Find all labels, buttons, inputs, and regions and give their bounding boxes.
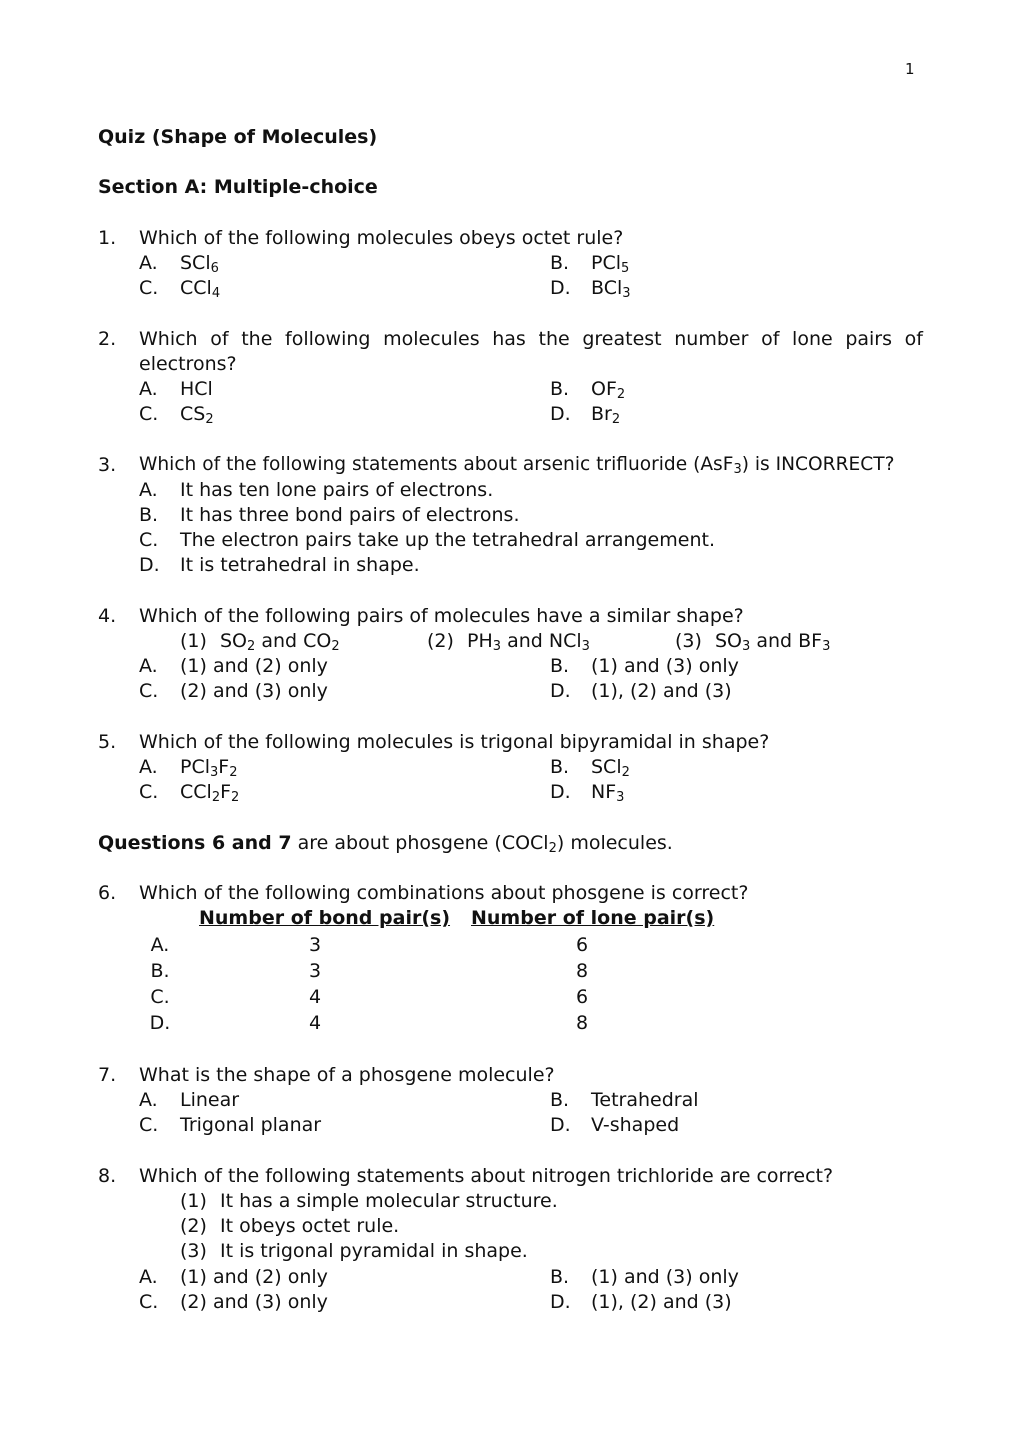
option-c: C. (2) and (3) only <box>139 680 328 702</box>
lone-pair-value: 6 <box>575 986 589 1008</box>
question-number: 1. <box>98 227 117 249</box>
question-number: 4. <box>98 605 117 627</box>
option-c: C. $CCl_2F_2$ <box>139 781 240 805</box>
question-text: Which of the following molecules obeys octet rule? <box>139 227 624 249</box>
bond-pair-value: 4 <box>308 986 322 1008</box>
question-text: Which of the following statements about arsenic trifluoride (AsF$_3$) is INCORRECT? <box>139 454 895 477</box>
row-label: B. <box>150 960 170 982</box>
bond-pair-value: 3 <box>308 934 322 956</box>
question-text-continued: electrons? <box>139 353 237 375</box>
statement-3: (3) $SO_3$ and $BF_3$ <box>675 630 831 654</box>
quiz-title: Quiz (Shape of Molecules) <box>98 126 378 148</box>
option-c: C. The electron pairs take up the tetrahedral arrangement. <box>139 529 715 551</box>
question-text: Which of the following molecules has the greatest number of lone pairs of <box>139 328 923 350</box>
option-b: B. It has three bond pairs of electrons. <box>139 504 520 526</box>
row-label: C. <box>150 986 170 1008</box>
question-number: 6. <box>98 882 117 904</box>
statement-1: (1) It has a simple molecular structure. <box>180 1190 558 1212</box>
option-c: C. Trigonal planar <box>139 1114 322 1136</box>
option-d: D. $Br_2$ <box>550 403 621 427</box>
option-a: A. (1) and (2) only <box>139 1266 328 1288</box>
section-heading: Section A: Multiple-choice <box>98 176 378 198</box>
question-text: What is the shape of a phosgene molecule? <box>139 1064 555 1086</box>
row-label: A. <box>150 934 170 956</box>
option-a: A. SCl$_6$ <box>139 252 219 276</box>
question-number: 2. <box>98 328 117 350</box>
option-a: A. (1) and (2) only <box>139 655 328 677</box>
option-c: C. (2) and (3) only <box>139 1291 328 1313</box>
statement-1: (1) $SO_2$ and $CO_2$ <box>180 630 340 654</box>
option-c: C. $CS_2$ <box>139 403 214 427</box>
statement-3: (3) It is trigonal pyramidal in shape. <box>180 1240 528 1262</box>
option-a: A. $PCl_3F_2$ <box>139 756 238 780</box>
option-d: D. V-shaped <box>550 1114 680 1136</box>
option-a: A. HCl <box>139 378 213 400</box>
option-a: A. It has ten lone pairs of electrons. <box>139 479 494 501</box>
lone-pair-value: 8 <box>575 960 589 982</box>
lone-pair-value: 8 <box>575 1012 589 1034</box>
bond-pair-value: 4 <box>308 1012 322 1034</box>
question-text: Which of the following statements about nitrogen trichloride are correct? <box>139 1165 834 1187</box>
questions-6-7-intro: Questions 6 and 7 are about phosgene (COCl$_2$) molecules. <box>98 832 673 856</box>
option-b: B. SCl$_2$ <box>550 756 630 780</box>
question-number: 5. <box>98 731 117 753</box>
option-d: D. (1), (2) and (3) <box>550 680 732 702</box>
question-text: Which of the following molecules is trigonal bipyramidal in shape? <box>139 731 770 753</box>
option-b: B. (1) and (3) only <box>550 1266 739 1288</box>
statement-2: (2) It obeys octet rule. <box>180 1215 400 1237</box>
lone-pair-value: 6 <box>575 934 589 956</box>
option-b: B. (1) and (3) only <box>550 655 739 677</box>
option-d: D. $NF_3$ <box>550 781 625 805</box>
row-label: D. <box>149 1012 171 1034</box>
option-d: D. BCl$_3$ <box>550 277 631 301</box>
question-number: 3. <box>98 454 117 476</box>
question-text: Which of the following combinations about phosgene is correct? <box>139 882 749 904</box>
option-b: B. $OF_2$ <box>550 378 626 402</box>
column-header-bond-pairs: Number of bond pair(s) <box>199 907 451 929</box>
page-number: 1 <box>905 60 915 78</box>
bond-pair-value: 3 <box>308 960 322 982</box>
option-c: C. CCl$_4$ <box>139 277 221 301</box>
statement-2: (2) $PH_3$ and NCl$_3$ <box>427 630 590 654</box>
option-d: D. (1), (2) and (3) <box>550 1291 732 1313</box>
option-b: B. Tetrahedral <box>550 1089 699 1111</box>
question-text: Which of the following pairs of molecules have a similar shape? <box>139 605 744 627</box>
question-number: 8. <box>98 1165 117 1187</box>
column-header-lone-pairs: Number of lone pair(s) <box>471 907 715 929</box>
option-a: A. Linear <box>139 1089 240 1111</box>
option-d: D. It is tetrahedral in shape. <box>139 554 420 576</box>
option-b: B. PCl$_5$ <box>550 252 630 276</box>
question-number: 7. <box>98 1064 117 1086</box>
